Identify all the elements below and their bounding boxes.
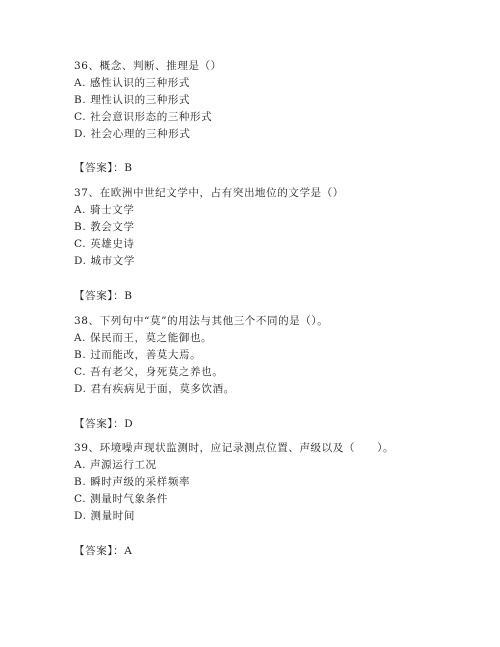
option-a: A. 感性认识的三种形式 bbox=[74, 77, 190, 89]
answer-38: 【答案】：D bbox=[74, 418, 134, 430]
option-d: D. 君有疾病见于面，莫多饮酒。 bbox=[74, 383, 235, 395]
answer-39: 【答案】：A bbox=[74, 545, 133, 557]
question-36 bbox=[74, 58, 474, 143]
question-stem: 39、环境噪声现状监测时，应记录测点位置、声级以及（ ）。 bbox=[74, 442, 395, 454]
option-b: B. 理性认识的三种形式 bbox=[74, 94, 191, 106]
option-c: C. 测量时气象条件 bbox=[74, 493, 168, 505]
question-stem: 37、在欧洲中世纪文学中，占有突出地位的文学是（） bbox=[74, 187, 344, 199]
option-b: B. 教会文学 bbox=[74, 221, 135, 233]
question-38 bbox=[74, 313, 474, 398]
question-stem: 38、下列句中“莫”的用法与其他三个不同的是（）。 bbox=[74, 315, 329, 327]
question-stem: 36、概念、判断、推理是（） bbox=[74, 60, 222, 72]
option-a: A. 保民而王，莫之能御也。 bbox=[74, 332, 213, 344]
answer-36: 【答案】：B bbox=[74, 162, 133, 174]
option-a: A. 声源运行工况 bbox=[74, 459, 157, 471]
option-c: C. 英雄史诗 bbox=[74, 238, 135, 250]
option-c: C. 吾有老父，身死莫之养也。 bbox=[74, 366, 224, 378]
option-b: B. 瞬时声级的采样频率 bbox=[74, 476, 191, 488]
option-d: D. 社会心理的三种形式 bbox=[74, 128, 191, 140]
option-a: A. 骑士文学 bbox=[74, 204, 135, 216]
answer-37: 【答案】：B bbox=[74, 290, 133, 302]
question-39 bbox=[74, 440, 474, 525]
option-c: C. 社会意识形态的三种形式 bbox=[74, 111, 213, 123]
option-d: D. 城市文学 bbox=[74, 255, 135, 267]
option-d: D. 测量时间 bbox=[74, 510, 135, 522]
question-37 bbox=[74, 185, 474, 270]
option-b: B. 过而能改，善莫大焉。 bbox=[74, 349, 202, 361]
